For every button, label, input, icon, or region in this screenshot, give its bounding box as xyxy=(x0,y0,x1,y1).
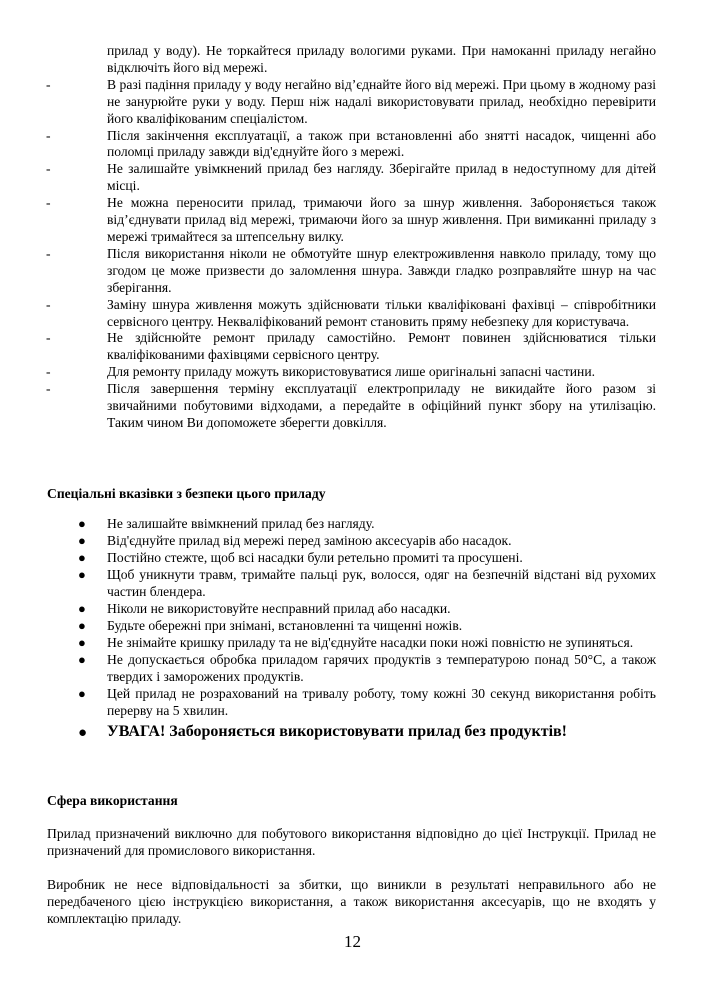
list-item-text: В разі падіння приладу у воду негайно від’єднайте його від мережі. При цьому в жодному разі не занурюйте руки у воду. Перш ніж надалі використовувати прилад, необхідно перевірити його кваліфікованим спеціалістом. xyxy=(107,76,656,126)
list-item-text: прилад у воду). Не торкайтеся приладу вологими руками. При намоканні приладу негайно відключіть його від мережі. xyxy=(107,43,656,75)
list-item-text: Від'єднуйте прилад від мережі перед заміною аксесуарів або насадок. xyxy=(107,533,512,548)
page-number: 12 xyxy=(344,932,361,951)
list-item-text: Після завершення терміну експлуатації електроприладу не викидайте його разом зі звичайними побутовими відходами, а передайте в офіційний пункт збору на утилізацію. Таким чином Ви допоможете зберегти довкілля. xyxy=(107,381,656,430)
dash-marker: - xyxy=(46,161,51,177)
usage-paragraph: Прилад призначений виключно для побутового використання відповідно до цієї Інструкції. Прилад не призначений для промислового використання. xyxy=(47,826,656,858)
dash-marker: - xyxy=(46,127,51,143)
dash-marker: - xyxy=(46,330,51,346)
warning-item xyxy=(0,721,705,743)
list-item xyxy=(0,161,705,195)
list-item xyxy=(0,297,705,331)
dash-marker: - xyxy=(46,364,51,380)
list-item xyxy=(0,685,705,719)
list-item xyxy=(0,617,705,634)
bullet-icon: ● xyxy=(78,725,88,741)
list-item-text: Постійно стежте, щоб всі насадки були ретельно промиті та просушені. xyxy=(107,550,523,565)
dash-marker: - xyxy=(46,195,51,211)
bullet-icon: ● xyxy=(78,601,86,616)
list-item-text: Не залишайте ввімкнений прилад без нагляду. xyxy=(107,516,375,531)
list-item-text: Щоб уникнути травм, тримайте пальці рук, волосся, одяг на безпечній відстані від рухомих частин блендера. xyxy=(107,567,656,599)
bullet-icon: ● xyxy=(78,686,86,701)
list-item xyxy=(0,43,705,77)
list-item-text: Цей прилад не розрахований на тривалу роботу, тому кожні 30 секунд використання робіть перерву на 5 хвилин. xyxy=(107,686,656,718)
bullet-icon: ● xyxy=(78,550,86,565)
list-item-text: Будьте обережні при знімані, встановленні та чищенні ножів. xyxy=(107,618,463,633)
list-item xyxy=(0,364,705,381)
list-item xyxy=(0,330,705,364)
list-item-text: Ніколи не використовуйте несправний прилад або насадки. xyxy=(107,601,451,616)
list-item-text: Не можна переносити прилад, тримаючи його за шнур живлення. Забороняється також від’єднувати прилад від мережі, тримаючи його за шнур живлення. При вимиканні приладу з мережі тримайтеся за штепсельну вилку. xyxy=(107,195,656,244)
list-item-text: Не допускається обробка приладом гарячих продуктів з температурою понад 50°С, а також твердих і заморожених продуктів. xyxy=(107,652,656,684)
list-item xyxy=(0,128,705,162)
liability-paragraph: Виробник не несе відповідальності за збитки, що виникли в результаті неправильного або не передбаченого цією інструкцією використання, а також використання аксесуарів, що не входять у комплектацію приладу. xyxy=(47,877,656,926)
warning-text: УВАГА! Забороняється використовувати прилад без продуктів! xyxy=(107,723,567,740)
section-heading-usage: Сфера використання xyxy=(47,793,178,808)
list-item xyxy=(0,381,705,432)
list-item xyxy=(0,549,705,566)
list-item xyxy=(0,651,705,685)
bullet-icon: ● xyxy=(78,618,86,633)
list-item-text: Не здійснюйте ремонт приладу самостійно. Ремонт повинен здійснюватися тільки кваліфікованими фахівцями сервісного центру. xyxy=(107,330,656,363)
list-item xyxy=(0,532,705,549)
bullet-icon: ● xyxy=(78,533,86,548)
bullet-icon: ● xyxy=(78,652,86,667)
dash-marker: - xyxy=(46,381,51,397)
list-item xyxy=(0,600,705,617)
list-item xyxy=(0,566,705,600)
list-item-text: Заміну шнура живлення можуть здійснювати тільки кваліфіковані фахівці – співробітники сервісного центру. Некваліфікований ремонт становить пряму небезпеку для користувача. xyxy=(107,296,656,329)
list-item xyxy=(0,634,705,651)
list-item xyxy=(0,246,705,297)
safety-dash-list xyxy=(0,43,705,432)
bullet-icon: ● xyxy=(78,516,86,531)
list-item-text: Не залишайте увімкнений прилад без нагляду. Зберігайте прилад в недоступному для дітей місці. xyxy=(107,161,656,194)
list-item-text: Для ремонту приладу можуть використовуватися лише оригінальні запасні частини. xyxy=(107,364,595,380)
dash-marker: - xyxy=(46,296,51,312)
list-item xyxy=(0,77,705,128)
bullet-icon: ● xyxy=(78,635,86,650)
list-item-text: Після закінчення експлуатації, а також при встановленні або знятті насадок, чищенні або поломці приладу завжди від'єднуйте його з мережі. xyxy=(107,127,656,160)
dash-marker: - xyxy=(46,245,51,261)
bullet-icon: ● xyxy=(78,567,86,582)
section-heading-safety: Спеціальні вказівки з безпеки цього приладу xyxy=(47,486,326,501)
list-item xyxy=(0,515,705,532)
list-item xyxy=(0,195,705,246)
safety-bullet-list xyxy=(0,515,705,743)
list-item-text: Не знімайте кришку приладу та не від'єднуйте насадки поки ножі повністю не зупиняться. xyxy=(107,635,634,650)
list-item-text: Після використання ніколи не обмотуйте шнур електроживлення навколо приладу, тому що згодом це може призвести до заломлення шнура. Завжди гладко розправляйте шнур на час зберігання. xyxy=(107,245,656,295)
dash-marker: - xyxy=(46,76,51,92)
